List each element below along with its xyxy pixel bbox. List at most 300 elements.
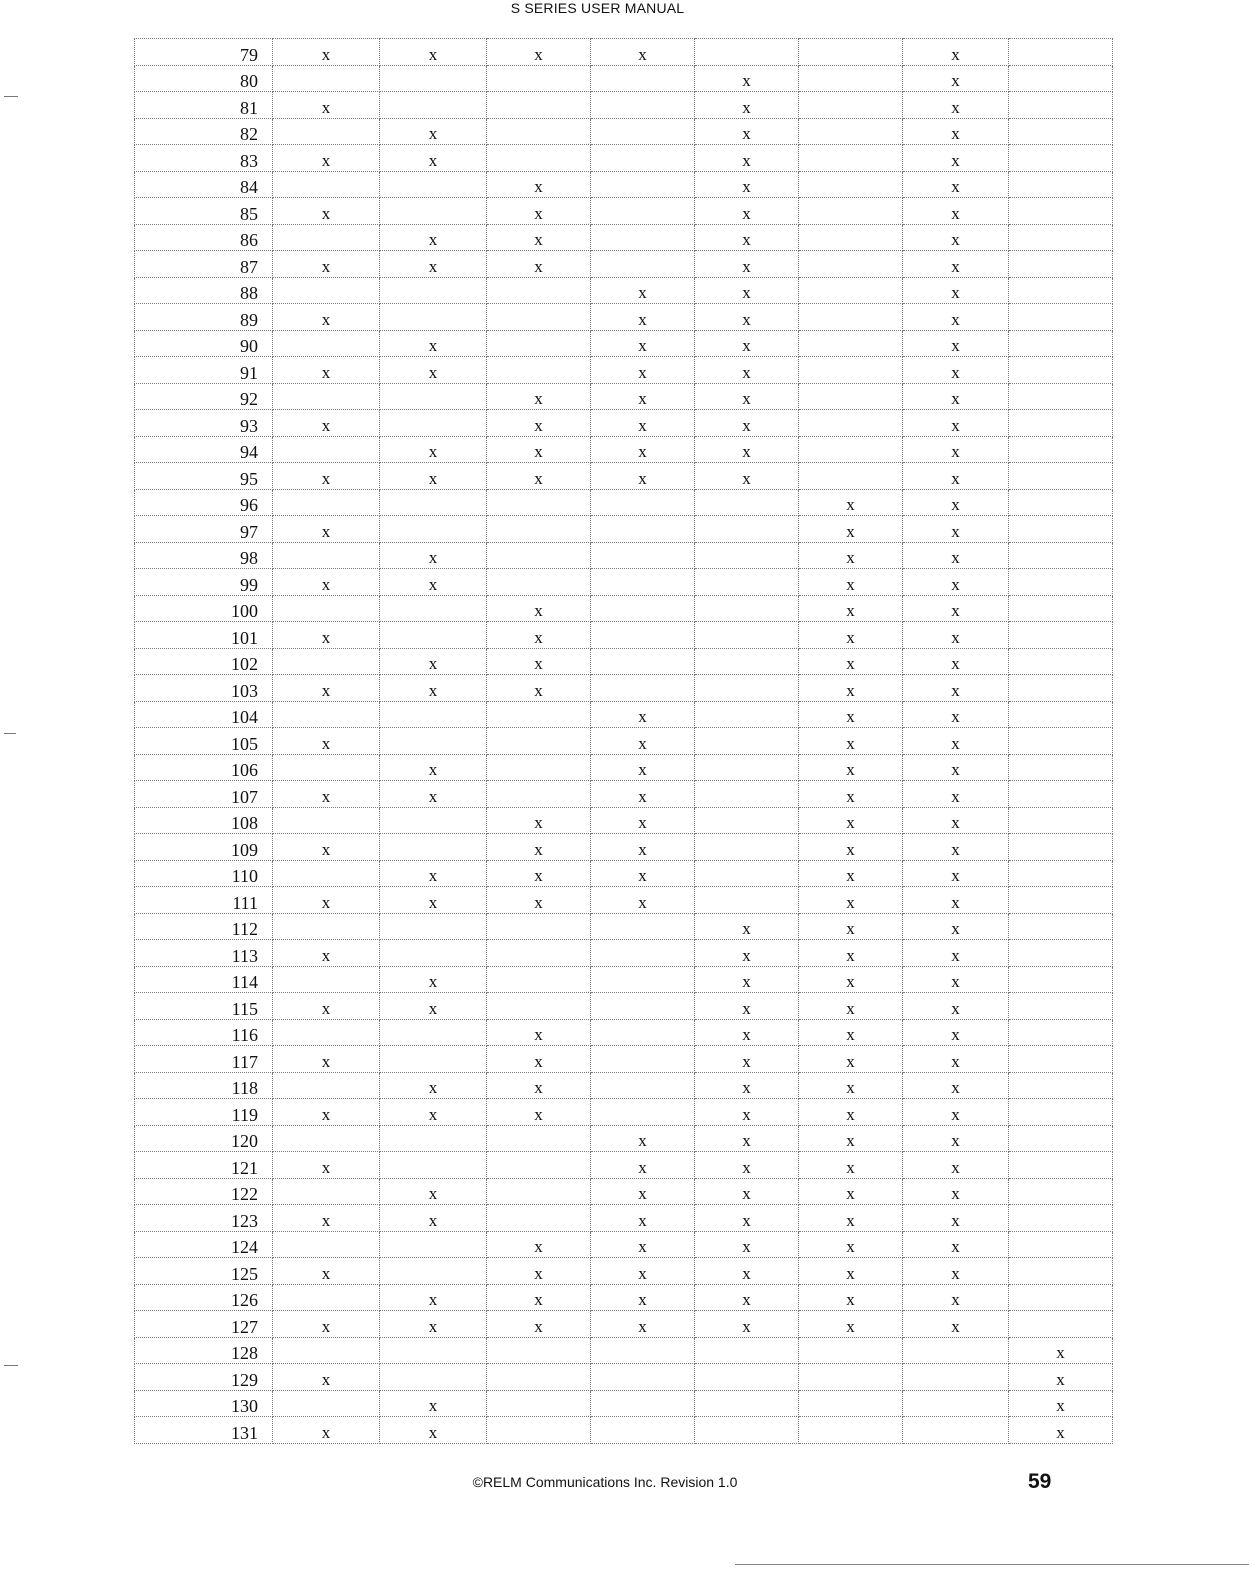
row-number: 87 — [135, 251, 273, 278]
table-cell: x — [380, 1284, 487, 1311]
table-cell: x — [487, 1284, 591, 1311]
table-row — [135, 887, 1113, 914]
row-number: 94 — [135, 436, 273, 463]
table-cell — [487, 542, 591, 569]
table-cell — [1009, 569, 1113, 596]
table-cell: x — [380, 330, 487, 357]
table-cell — [380, 171, 487, 198]
table-row — [135, 542, 1113, 569]
table-cell — [591, 1072, 695, 1099]
row-number: 119 — [135, 1099, 273, 1126]
table-cell — [273, 542, 380, 569]
table-cell: x — [273, 993, 380, 1020]
row-number: 93 — [135, 410, 273, 437]
table-cell: x — [903, 65, 1009, 92]
table-row — [135, 39, 1113, 66]
table-cell: x — [903, 569, 1009, 596]
table-cell — [1009, 595, 1113, 622]
table-cell: x — [273, 940, 380, 967]
table-cell: x — [695, 65, 799, 92]
page-header-title: S SERIES USER MANUAL — [510, 0, 685, 16]
table-cell: x — [487, 463, 591, 490]
table-cell — [591, 489, 695, 516]
table-cell — [1009, 781, 1113, 808]
table-row — [135, 463, 1113, 490]
row-number: 104 — [135, 701, 273, 728]
table-cell — [695, 887, 799, 914]
table-cell: x — [380, 1205, 487, 1232]
table-cell: x — [380, 569, 487, 596]
bottom-rule — [735, 1564, 1249, 1565]
table-cell: x — [591, 1152, 695, 1179]
table-cell — [487, 1390, 591, 1417]
table-cell — [695, 569, 799, 596]
table-cell: x — [695, 940, 799, 967]
table-cell: x — [903, 357, 1009, 384]
table-cell: x — [903, 887, 1009, 914]
table-cell: x — [695, 330, 799, 357]
table-cell: x — [380, 436, 487, 463]
table-cell: x — [591, 834, 695, 861]
table-cell: x — [380, 118, 487, 145]
table-body — [135, 39, 1113, 1444]
table-row — [135, 648, 1113, 675]
table-cell: x — [695, 436, 799, 463]
row-number: 117 — [135, 1046, 273, 1073]
table-cell — [1009, 622, 1113, 649]
table-row — [135, 65, 1113, 92]
table-cell: x — [903, 1284, 1009, 1311]
row-number: 102 — [135, 648, 273, 675]
table-cell — [273, 1178, 380, 1205]
table-cell: x — [903, 145, 1009, 172]
table-cell — [695, 701, 799, 728]
table-cell — [380, 489, 487, 516]
table-cell — [1009, 1258, 1113, 1285]
table-cell: x — [695, 171, 799, 198]
row-number: 108 — [135, 807, 273, 834]
table-cell — [1009, 357, 1113, 384]
table-cell: x — [487, 860, 591, 887]
table-cell — [380, 1019, 487, 1046]
table-cell — [695, 675, 799, 702]
table-cell — [1009, 1019, 1113, 1046]
table-row — [135, 330, 1113, 357]
table-cell — [591, 569, 695, 596]
table-row — [135, 1258, 1113, 1285]
table-row — [135, 1178, 1113, 1205]
table-cell: x — [799, 1125, 903, 1152]
table-cell: x — [487, 648, 591, 675]
table-cell — [695, 542, 799, 569]
table-cell: x — [799, 940, 903, 967]
table-cell — [1009, 913, 1113, 940]
table-cell: x — [273, 569, 380, 596]
table-cell: x — [903, 542, 1009, 569]
row-number: 92 — [135, 383, 273, 410]
table-cell: x — [695, 1284, 799, 1311]
table-cell: x — [380, 224, 487, 251]
row-number: 83 — [135, 145, 273, 172]
table-cell — [1009, 383, 1113, 410]
table-cell — [1009, 65, 1113, 92]
row-number: 124 — [135, 1231, 273, 1258]
table-cell — [1009, 118, 1113, 145]
table-row — [135, 1311, 1113, 1338]
table-cell — [591, 622, 695, 649]
table-cell — [273, 1072, 380, 1099]
row-number: 80 — [135, 65, 273, 92]
table-cell — [1009, 516, 1113, 543]
table-row — [135, 410, 1113, 437]
table-cell — [591, 648, 695, 675]
table-cell: x — [695, 410, 799, 437]
table-cell: x — [1009, 1364, 1113, 1391]
table-cell: x — [695, 304, 799, 331]
table-cell — [487, 940, 591, 967]
table-cell: x — [591, 807, 695, 834]
table-cell — [487, 728, 591, 755]
table-cell: x — [903, 728, 1009, 755]
table-cell: x — [273, 781, 380, 808]
table-cell: x — [273, 198, 380, 225]
table-cell — [487, 92, 591, 119]
table-cell: x — [591, 1231, 695, 1258]
table-cell: x — [487, 251, 591, 278]
table-cell — [695, 489, 799, 516]
table-cell: x — [273, 622, 380, 649]
table-cell — [380, 1258, 487, 1285]
table-row — [135, 1072, 1113, 1099]
table-cell — [380, 277, 487, 304]
table-cell: x — [591, 277, 695, 304]
table-cell: x — [903, 860, 1009, 887]
table-cell: x — [591, 410, 695, 437]
table-cell: x — [903, 1046, 1009, 1073]
table-cell — [799, 304, 903, 331]
table-cell — [487, 701, 591, 728]
table-cell: x — [799, 675, 903, 702]
table-row — [135, 516, 1113, 543]
table-cell: x — [695, 966, 799, 993]
table-cell — [380, 304, 487, 331]
row-number: 116 — [135, 1019, 273, 1046]
table-cell: x — [799, 966, 903, 993]
table-cell — [487, 1152, 591, 1179]
table-cell: x — [903, 1125, 1009, 1152]
table-cell: x — [380, 754, 487, 781]
margin-mark — [4, 733, 16, 734]
table-cell: x — [591, 383, 695, 410]
table-row — [135, 728, 1113, 755]
table-cell — [487, 516, 591, 543]
table-cell: x — [380, 781, 487, 808]
table-cell: x — [903, 410, 1009, 437]
table-cell — [799, 1337, 903, 1364]
table-cell: x — [799, 1205, 903, 1232]
table-cell — [591, 1364, 695, 1391]
table-cell — [591, 516, 695, 543]
table-cell: x — [1009, 1390, 1113, 1417]
table-cell: x — [695, 277, 799, 304]
table-cell: x — [903, 304, 1009, 331]
table-cell: x — [380, 463, 487, 490]
table-row — [135, 595, 1113, 622]
table-cell: x — [903, 781, 1009, 808]
table-cell — [380, 92, 487, 119]
table-cell — [273, 648, 380, 675]
table-cell: x — [903, 1231, 1009, 1258]
table-cell: x — [273, 1258, 380, 1285]
table-row — [135, 118, 1113, 145]
footer-copyright: ©RELM Communications Inc. Revision 1.0 — [472, 1474, 738, 1490]
table-cell: x — [591, 728, 695, 755]
row-number: 126 — [135, 1284, 273, 1311]
table-cell: x — [380, 860, 487, 887]
table-cell: x — [591, 463, 695, 490]
table-cell — [799, 357, 903, 384]
table-cell — [1009, 1072, 1113, 1099]
table-cell: x — [799, 860, 903, 887]
table-cell: x — [903, 1152, 1009, 1179]
table-cell — [591, 542, 695, 569]
table-cell: x — [695, 198, 799, 225]
table-cell: x — [799, 1046, 903, 1073]
table-cell — [591, 198, 695, 225]
table-cell: x — [273, 39, 380, 66]
table-cell: x — [487, 1099, 591, 1126]
table-cell — [380, 622, 487, 649]
table-row — [135, 701, 1113, 728]
table-cell — [380, 1125, 487, 1152]
table-cell — [1009, 887, 1113, 914]
table-row — [135, 781, 1113, 808]
table-cell — [487, 145, 591, 172]
table-cell — [273, 1390, 380, 1417]
table-cell — [487, 1337, 591, 1364]
table-cell — [273, 1019, 380, 1046]
table-cell — [591, 993, 695, 1020]
table-cell: x — [799, 807, 903, 834]
table-cell — [591, 595, 695, 622]
table-cell: x — [487, 1311, 591, 1338]
table-cell — [799, 1364, 903, 1391]
table-cell: x — [591, 1125, 695, 1152]
table-cell — [799, 145, 903, 172]
table-cell: x — [487, 410, 591, 437]
table-cell — [380, 595, 487, 622]
table-cell — [903, 1390, 1009, 1417]
table-cell: x — [799, 1099, 903, 1126]
table-cell — [487, 913, 591, 940]
table-cell: x — [380, 1099, 487, 1126]
table-row — [135, 277, 1113, 304]
table-cell — [380, 65, 487, 92]
table-cell: x — [380, 542, 487, 569]
table-row — [135, 1152, 1113, 1179]
table-cell: x — [487, 595, 591, 622]
table-row — [135, 198, 1113, 225]
table-cell: x — [903, 966, 1009, 993]
table-cell — [695, 860, 799, 887]
table-cell: x — [695, 118, 799, 145]
table-cell: x — [695, 1311, 799, 1338]
table-cell: x — [799, 913, 903, 940]
table-cell: x — [799, 834, 903, 861]
table-cell: x — [380, 993, 487, 1020]
table-cell: x — [273, 463, 380, 490]
table-cell — [273, 277, 380, 304]
table-cell — [1009, 1152, 1113, 1179]
table-cell — [487, 781, 591, 808]
table-cell — [380, 1337, 487, 1364]
table-cell — [487, 993, 591, 1020]
row-number: 115 — [135, 993, 273, 1020]
table-cell — [380, 728, 487, 755]
table-cell: x — [799, 701, 903, 728]
table-cell: x — [799, 542, 903, 569]
table-cell — [1009, 277, 1113, 304]
row-number: 125 — [135, 1258, 273, 1285]
table-cell — [380, 940, 487, 967]
table-cell — [695, 516, 799, 543]
table-cell: x — [903, 383, 1009, 410]
table-row — [135, 171, 1113, 198]
row-number: 120 — [135, 1125, 273, 1152]
table-cell: x — [903, 1072, 1009, 1099]
table-cell: x — [273, 834, 380, 861]
table-cell: x — [591, 1258, 695, 1285]
row-number: 106 — [135, 754, 273, 781]
table-row — [135, 145, 1113, 172]
table-cell: x — [695, 1205, 799, 1232]
table-row — [135, 304, 1113, 331]
table-cell — [1009, 966, 1113, 993]
table-cell: x — [903, 224, 1009, 251]
table-cell: x — [903, 92, 1009, 119]
table-cell: x — [903, 754, 1009, 781]
table-row — [135, 807, 1113, 834]
table-cell — [273, 860, 380, 887]
table-cell: x — [695, 224, 799, 251]
table-row — [135, 754, 1113, 781]
code-table — [134, 38, 1113, 1444]
row-number: 79 — [135, 39, 273, 66]
table-cell: x — [273, 1205, 380, 1232]
table-cell: x — [695, 1152, 799, 1179]
row-number: 86 — [135, 224, 273, 251]
table-cell — [487, 357, 591, 384]
table-cell: x — [487, 39, 591, 66]
table-cell — [487, 1417, 591, 1444]
row-number: 84 — [135, 171, 273, 198]
table-cell — [591, 966, 695, 993]
table-cell — [591, 1417, 695, 1444]
table-cell — [1009, 1046, 1113, 1073]
table-cell: x — [799, 1072, 903, 1099]
table-cell — [487, 1364, 591, 1391]
table-row — [135, 383, 1113, 410]
table-cell — [273, 489, 380, 516]
row-number: 107 — [135, 781, 273, 808]
table-cell: x — [799, 569, 903, 596]
table-cell: x — [799, 1019, 903, 1046]
table-cell — [591, 913, 695, 940]
table-row — [135, 1364, 1113, 1391]
table-cell — [487, 489, 591, 516]
table-cell: x — [273, 357, 380, 384]
table-cell: x — [903, 1099, 1009, 1126]
row-number: 99 — [135, 569, 273, 596]
table-cell: x — [903, 463, 1009, 490]
table-cell: x — [273, 92, 380, 119]
table-row — [135, 1390, 1113, 1417]
row-number: 114 — [135, 966, 273, 993]
table-cell — [273, 754, 380, 781]
table-cell: x — [799, 754, 903, 781]
table-cell — [591, 118, 695, 145]
table-row — [135, 913, 1113, 940]
table-cell — [695, 622, 799, 649]
table-cell — [380, 198, 487, 225]
table-cell: x — [591, 436, 695, 463]
row-number: 123 — [135, 1205, 273, 1232]
table-cell — [903, 1417, 1009, 1444]
table-cell — [273, 1284, 380, 1311]
table-cell: x — [273, 304, 380, 331]
table-cell — [380, 383, 487, 410]
row-number: 90 — [135, 330, 273, 357]
table-cell — [1009, 489, 1113, 516]
table-row — [135, 489, 1113, 516]
table-cell: x — [273, 887, 380, 914]
table-cell: x — [487, 436, 591, 463]
table-cell: x — [799, 1152, 903, 1179]
row-number: 100 — [135, 595, 273, 622]
table-cell — [591, 675, 695, 702]
table-cell: x — [903, 1258, 1009, 1285]
table-cell — [591, 1019, 695, 1046]
table-cell — [1009, 834, 1113, 861]
table-cell — [1009, 807, 1113, 834]
table-cell — [591, 92, 695, 119]
row-number: 85 — [135, 198, 273, 225]
table-cell: x — [487, 224, 591, 251]
table-row — [135, 1125, 1113, 1152]
table-cell — [273, 913, 380, 940]
table-cell: x — [799, 595, 903, 622]
table-cell — [487, 1205, 591, 1232]
table-cell — [380, 516, 487, 543]
table-cell — [1009, 436, 1113, 463]
table-cell — [695, 1417, 799, 1444]
row-number: 111 — [135, 887, 273, 914]
table-cell — [273, 383, 380, 410]
table-cell — [695, 834, 799, 861]
table-cell: x — [799, 887, 903, 914]
table-cell: x — [487, 834, 591, 861]
table-cell: x — [380, 357, 487, 384]
table-cell — [1009, 1205, 1113, 1232]
table-cell: x — [799, 648, 903, 675]
table-cell: x — [695, 993, 799, 1020]
table-cell — [799, 198, 903, 225]
table-row — [135, 251, 1113, 278]
table-cell: x — [903, 807, 1009, 834]
table-cell: x — [903, 516, 1009, 543]
table-cell: x — [487, 1258, 591, 1285]
table-cell — [799, 92, 903, 119]
